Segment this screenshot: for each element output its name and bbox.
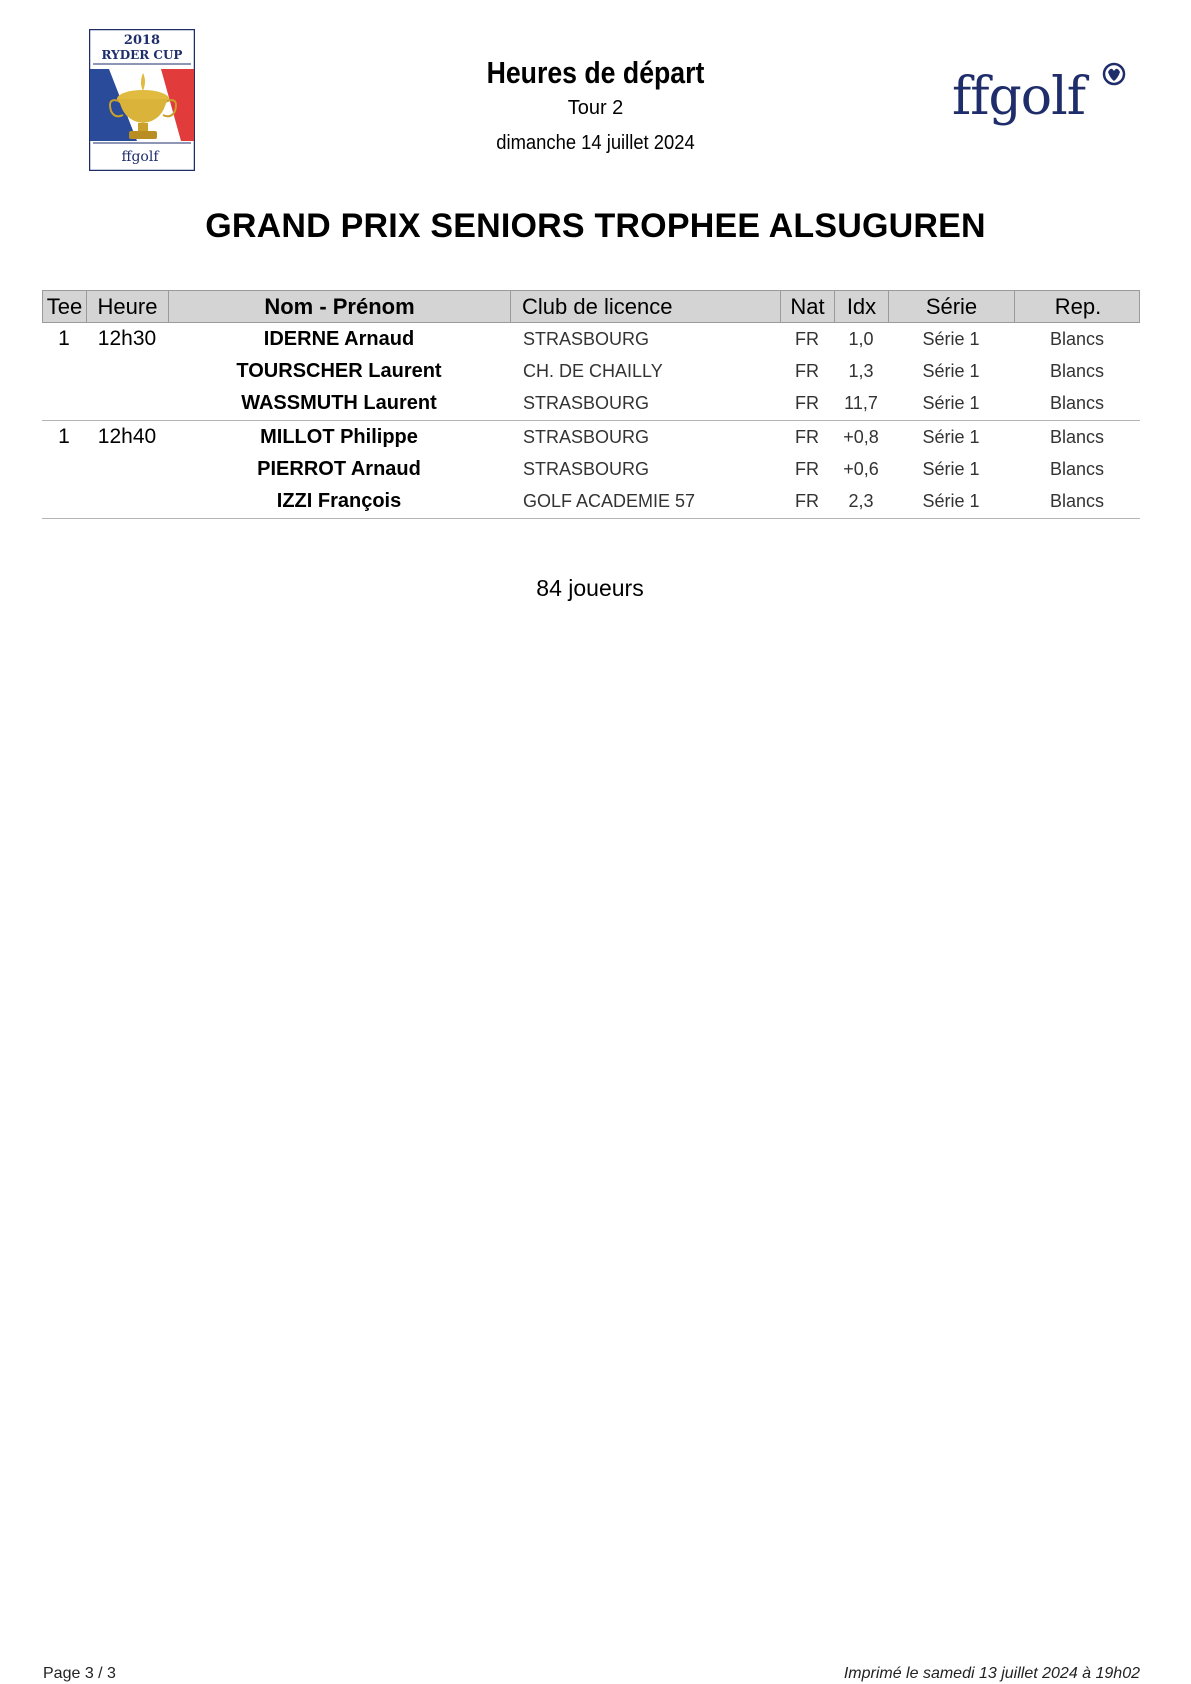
table-row — [42, 387, 1140, 419]
tee-cell: 1 — [58, 327, 70, 350]
table-row — [42, 485, 1140, 517]
idx-cell: 11,7 — [844, 393, 878, 413]
ryder-year: 2018 — [123, 33, 161, 48]
club-cell: STRASBOURG — [523, 329, 650, 349]
serie-cell: Série 1 — [922, 427, 980, 447]
page-title: Heures de départ — [486, 55, 705, 90]
rooster-icon — [1108, 69, 1120, 81]
nat-cell: FR — [795, 361, 819, 381]
idx-cell: +0,8 — [843, 427, 879, 447]
serie-cell: Série 1 — [922, 361, 980, 381]
serie-cell: Série 1 — [922, 491, 980, 511]
rep-cell: Blancs — [1049, 393, 1105, 413]
rep-cell: Blancs — [1049, 427, 1105, 447]
date-label: dimanche 14 juillet 2024 — [496, 132, 695, 154]
event-title: GRAND PRIX SENIORS TROPHEE ALSUGUREN — [205, 207, 986, 245]
ffgolf-logo — [948, 56, 1128, 146]
col-header-nat: Nat — [781, 291, 835, 322]
table-row — [42, 323, 1140, 355]
idx-cell: 1,3 — [848, 361, 874, 381]
player-name: PIERROT Arnaud — [257, 458, 421, 480]
col-header-idx: Idx — [835, 291, 889, 322]
nat-cell: FR — [795, 427, 819, 447]
nat-cell: FR — [795, 459, 819, 479]
table-row — [42, 355, 1140, 387]
col-header-rep: Rep. — [1054, 294, 1102, 319]
club-cell: STRASBOURG — [523, 459, 650, 479]
player-name: MILLOT Philippe — [260, 426, 418, 448]
table-row — [42, 421, 1140, 453]
tee-group — [42, 421, 1140, 519]
page-number: Page 3 / 3 — [43, 1665, 116, 1682]
serie-cell: Série 1 — [922, 459, 980, 479]
ffgolf-logo-text: ffgolf — [952, 67, 1085, 127]
round-label: Tour 2 — [567, 97, 624, 119]
ryder-brand: ffgolf — [121, 149, 159, 165]
printed-timestamp: Imprimé le samedi 13 juillet 2024 à 19h02 — [843, 1665, 1140, 1682]
club-cell: STRASBOURG — [523, 427, 650, 447]
idx-cell: 1,0 — [848, 329, 874, 349]
nat-cell: FR — [795, 393, 819, 413]
table-row — [42, 453, 1140, 485]
player-name: IZZI François — [276, 490, 402, 512]
col-header-tee: Tee — [43, 291, 87, 322]
rep-cell: Blancs — [1049, 361, 1105, 381]
idx-cell: 2,3 — [848, 491, 874, 511]
col-header-club: Club de licence — [511, 291, 781, 322]
serie-cell: Série 1 — [922, 329, 980, 349]
player-name: IDERNE Arnaud — [263, 328, 415, 350]
player-name: WASSMUTH Laurent — [241, 392, 437, 414]
time-cell: 12h40 — [97, 425, 157, 448]
tee-group — [42, 323, 1140, 421]
serie-cell: Série 1 — [922, 393, 980, 413]
tee-cell: 1 — [58, 425, 70, 448]
col-header-heure: Heure — [87, 291, 169, 322]
col-header-serie: Série — [889, 291, 1015, 322]
time-cell: 12h30 — [97, 327, 157, 350]
ryder-name: RYDER CUP — [101, 48, 183, 62]
nat-cell: FR — [795, 491, 819, 511]
rep-cell: Blancs — [1049, 329, 1105, 349]
rep-cell: Blancs — [1049, 459, 1105, 479]
players-count: 84 joueurs — [536, 575, 644, 601]
start-times-table — [42, 290, 1140, 519]
rep-cell: Blancs — [1049, 491, 1105, 511]
table-header — [42, 290, 1140, 323]
col-header-nom: Nom - Prénom — [169, 291, 511, 322]
nat-cell: FR — [795, 329, 819, 349]
club-cell: CH. DE CHAILLY — [523, 361, 663, 381]
player-name: TOURSCHER Laurent — [236, 360, 442, 382]
club-cell: GOLF ACADEMIE 57 — [523, 491, 696, 511]
idx-cell: +0,6 — [843, 459, 879, 479]
club-cell: STRASBOURG — [523, 393, 650, 413]
